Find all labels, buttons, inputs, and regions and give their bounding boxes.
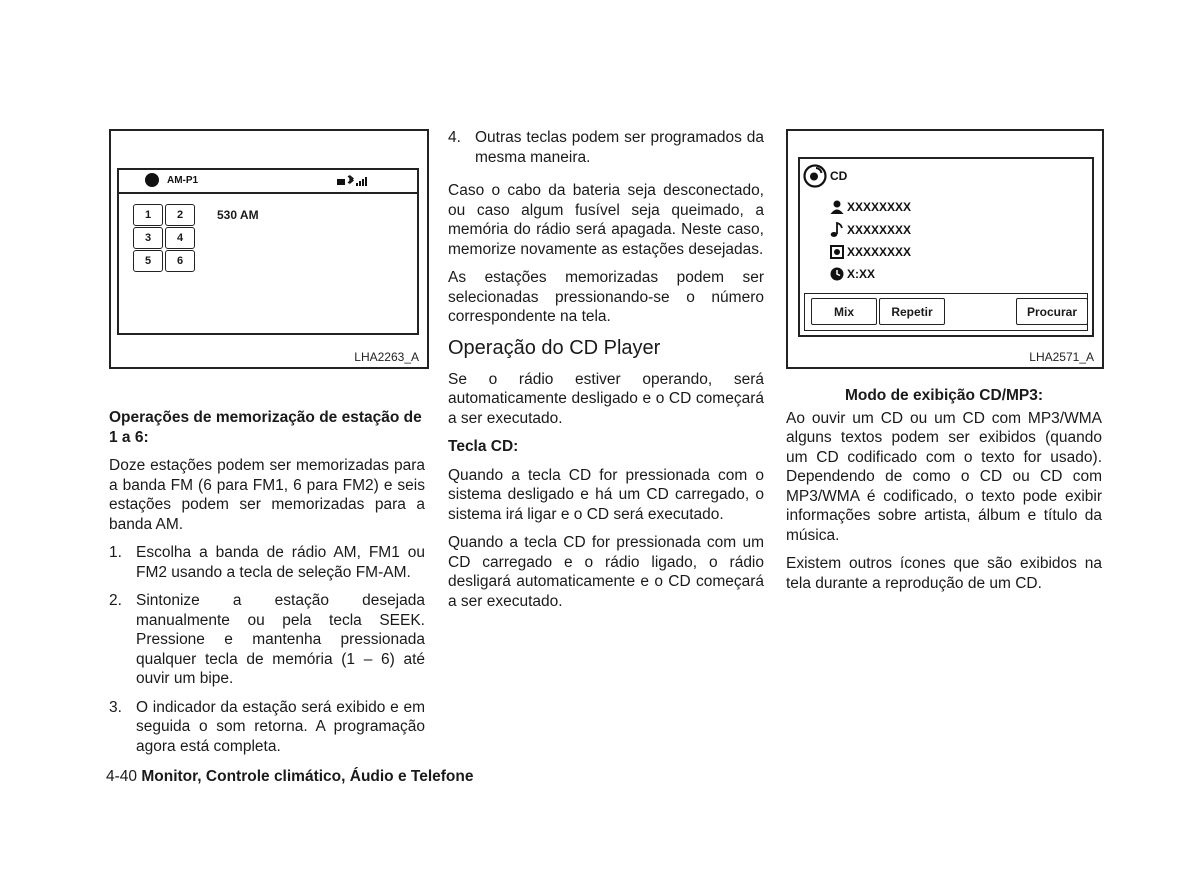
preset-button-5: 5 xyxy=(133,250,163,272)
section-title: Operação do CD Player xyxy=(448,336,661,359)
list-item: 3. O indicador da estação será exibido e em seguida o som retorna. A programação agora está completa. xyxy=(109,698,425,755)
paragraph: Caso o cabo da bateria seja desconectado, ou caso algum fusível seja queimado, a memória do rádio será apagada. Neste caso, memorize novamente as estações desejadas. xyxy=(448,182,764,258)
figure-caption: LHA2263_A xyxy=(354,350,419,364)
page-footer xyxy=(106,768,473,786)
mix-button: Mix xyxy=(811,298,877,325)
cd-display xyxy=(798,157,1094,337)
preset-button-4: 4 xyxy=(165,227,195,249)
paragraph: Doze estações podem ser memorizadas para a banda FM (6 para FM1, 6 para FM2) e seis estações podem ser memorizadas para a banda AM. xyxy=(109,457,425,533)
track-text: XXXXXXXX xyxy=(847,223,912,237)
radio-display xyxy=(117,168,419,335)
cd-source-row xyxy=(803,164,847,188)
list-item: 1. Escolha a banda de rádio AM, FM1 ou FM2 usando a tecla de seleção FM-AM. xyxy=(109,544,425,581)
bluetooth-signal-icon xyxy=(337,174,369,187)
preset-button-2: 2 xyxy=(165,204,195,226)
artist-row xyxy=(830,200,911,214)
paragraph: Se o rádio estiver operando, será automaticamente desligado e o CD começará a ser executado. xyxy=(448,370,764,427)
paragraph: Ao ouvir um CD ou um CD com MP3/WMA alguns textos podem ser exibidos (quando um CD codificado com o texto for usado). Dependendo de como o CD ou CD com MP3/WMA é codificado, o texto pode exibir informações sobre artista, álbum e título da música. xyxy=(786,409,1102,544)
repeat-button: Repetir xyxy=(879,298,945,325)
right-column xyxy=(786,386,1102,602)
clock-icon xyxy=(830,267,844,281)
album-icon xyxy=(830,245,844,259)
radio-status-bar xyxy=(119,170,417,194)
preset-button-6: 6 xyxy=(165,250,195,272)
search-button: Procurar xyxy=(1016,298,1088,325)
cd-button-bar xyxy=(804,293,1088,331)
track-row xyxy=(830,222,911,238)
chapter-title: Monitor, Controle climático, Áudio e Telefone xyxy=(141,768,474,785)
steps-list xyxy=(109,543,425,756)
preset-button-3: 3 xyxy=(133,227,163,249)
album-row xyxy=(830,245,911,259)
paragraph: Quando a tecla CD for pressionada com o sistema desligado e há um CD carregado, o sistema irá ligar e o CD será executado. xyxy=(448,466,764,523)
person-icon xyxy=(830,200,844,214)
section-heading: Modo de exibição CD/MP3: xyxy=(844,387,1044,404)
list-item: 2. Sintonize a estação desejada manualmente ou pela tecla SEEK. Pressione e mantenha pressionada qualquer tecla de memória (1 – 6) até ouvir um bipe. xyxy=(109,592,425,687)
figure-caption: LHA2571_A xyxy=(1029,350,1094,364)
cd-display-figure xyxy=(786,129,1104,369)
paragraph: Existem outros ícones que são exibidos na tela durante a reprodução de um CD. xyxy=(786,555,1102,592)
frequency-display: 530 AM xyxy=(217,208,259,222)
list-item: 4. Outras teclas podem ser programados da mesma maneira. xyxy=(448,129,764,166)
artist-text: XXXXXXXX xyxy=(847,200,912,214)
preset-button-1: 1 xyxy=(133,204,163,226)
section-heading: Operações de memorização de estação de 1 a 6: xyxy=(109,409,422,446)
cd-disc-icon xyxy=(803,164,827,188)
steps-list xyxy=(448,128,764,167)
music-note-icon xyxy=(830,222,844,238)
cd-source-label: CD xyxy=(830,169,848,183)
band-label: AM-P1 xyxy=(167,175,199,186)
paragraph: Quando a tecla CD for pressionada com um CD carregado e o rádio ligado, o rádio desligará automaticamente e o CD começará a ser executado. xyxy=(448,534,764,610)
subsection-heading: Tecla CD: xyxy=(448,438,519,455)
middle-column xyxy=(448,128,764,620)
time-text: X:XX xyxy=(847,267,876,281)
left-column xyxy=(109,408,425,765)
paragraph: As estações memorizadas podem ser selecionadas pressionando-se o número correspondente na tela. xyxy=(448,269,764,325)
disc-icon xyxy=(145,173,159,187)
radio-preset-figure xyxy=(109,129,429,369)
time-row xyxy=(830,267,875,281)
page-number: 4-40 xyxy=(106,768,138,785)
album-text: XXXXXXXX xyxy=(847,245,912,259)
